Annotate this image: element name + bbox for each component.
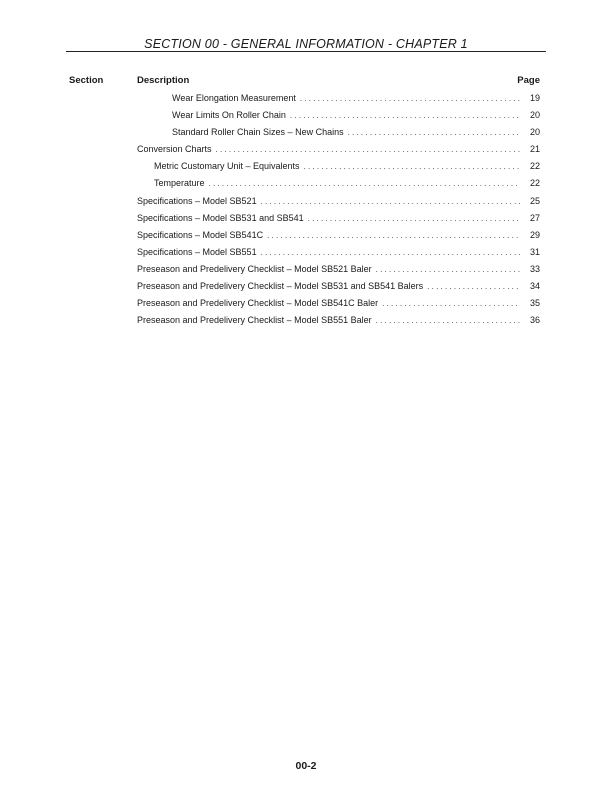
toc-entry[interactable]: [137, 109, 540, 126]
table-of-contents: [137, 92, 540, 331]
toc-entry-title: Standard Roller Chain Sizes – New Chains: [172, 127, 344, 138]
toc-entry[interactable]: [137, 246, 540, 263]
toc-entry-title: Specifications – Model SB531 and SB541: [137, 212, 304, 223]
toc-entry[interactable]: [137, 126, 540, 143]
toc-entry-page: 36: [529, 315, 540, 326]
toc-entry[interactable]: [137, 212, 540, 229]
toc-entry-title: Specifications – Model SB551: [137, 246, 257, 257]
toc-entry-title: Preseason and Predelivery Checklist – Model SB531 and SB541 Balers: [137, 281, 424, 292]
toc-entry-title: Specifications – Model SB541C: [137, 229, 264, 240]
toc-entry[interactable]: [137, 177, 540, 194]
dot-leader: [427, 281, 520, 293]
toc-entry-title: Specifications – Model SB521: [137, 195, 257, 206]
toc-entry-title: Preseason and Predelivery Checklist – Model SB521 Baler: [137, 263, 372, 274]
toc-entry-page: 21: [529, 144, 540, 155]
dot-leader: [209, 178, 520, 190]
toc-entry-page: 35: [529, 298, 540, 309]
toc-entry-page: 33: [529, 263, 540, 274]
dot-leader: [216, 144, 520, 156]
toc-entry-page: 25: [529, 195, 540, 206]
dot-leader: [308, 213, 520, 225]
toc-entry[interactable]: [137, 160, 540, 177]
toc-entry[interactable]: [137, 297, 540, 314]
dot-leader: [261, 196, 520, 208]
toc-entry-page: 19: [529, 93, 540, 103]
footer-page-number: 00-2: [295, 760, 317, 772]
toc-entry[interactable]: [137, 92, 540, 109]
dot-leader: [376, 315, 520, 327]
dot-leader: [382, 298, 520, 310]
toc-entry[interactable]: [137, 195, 540, 212]
toc-entry[interactable]: [137, 280, 540, 297]
toc-entry-title: Conversion Charts: [137, 144, 212, 155]
toc-entry-title: Temperature: [154, 178, 205, 189]
toc-entry-page: 27: [529, 212, 540, 223]
column-header-page: Page: [517, 75, 540, 86]
toc-entry-title: Preseason and Predelivery Checklist – Model SB541C Baler: [137, 298, 379, 309]
dot-leader: [290, 110, 520, 122]
toc-entry[interactable]: [137, 314, 540, 331]
dot-leader: [304, 161, 520, 173]
header-divider: [66, 51, 546, 52]
column-header-description: Description: [137, 75, 190, 86]
toc-entry-page: 22: [529, 178, 540, 189]
dot-leader: [267, 230, 520, 242]
toc-entry-page: 31: [529, 246, 540, 257]
toc-entry-page: 22: [529, 161, 540, 172]
column-header-section: Section: [69, 75, 104, 86]
toc-entry-title: Metric Customary Unit – Equivalents: [154, 161, 300, 172]
dot-leader: [348, 127, 520, 139]
toc-entry-page: 34: [529, 281, 540, 292]
toc-entry[interactable]: [137, 143, 540, 160]
dot-leader: [376, 264, 520, 276]
toc-entry-page: 20: [529, 110, 540, 121]
toc-entry-title: Wear Limits On Roller Chain: [172, 110, 286, 121]
toc-entry-page: 29: [529, 229, 540, 240]
dot-leader: [300, 93, 520, 105]
dot-leader: [261, 247, 520, 259]
toc-entry-page: 20: [529, 127, 540, 138]
toc-entry[interactable]: [137, 229, 540, 246]
page-header-title: SECTION 00 - GENERAL INFORMATION - CHAPTER 1: [144, 37, 468, 51]
toc-entry-title: Preseason and Predelivery Checklist – Model SB551 Baler: [137, 315, 372, 326]
toc-entry[interactable]: [137, 263, 540, 280]
toc-entry-title: Wear Elongation Measurement: [172, 93, 296, 103]
